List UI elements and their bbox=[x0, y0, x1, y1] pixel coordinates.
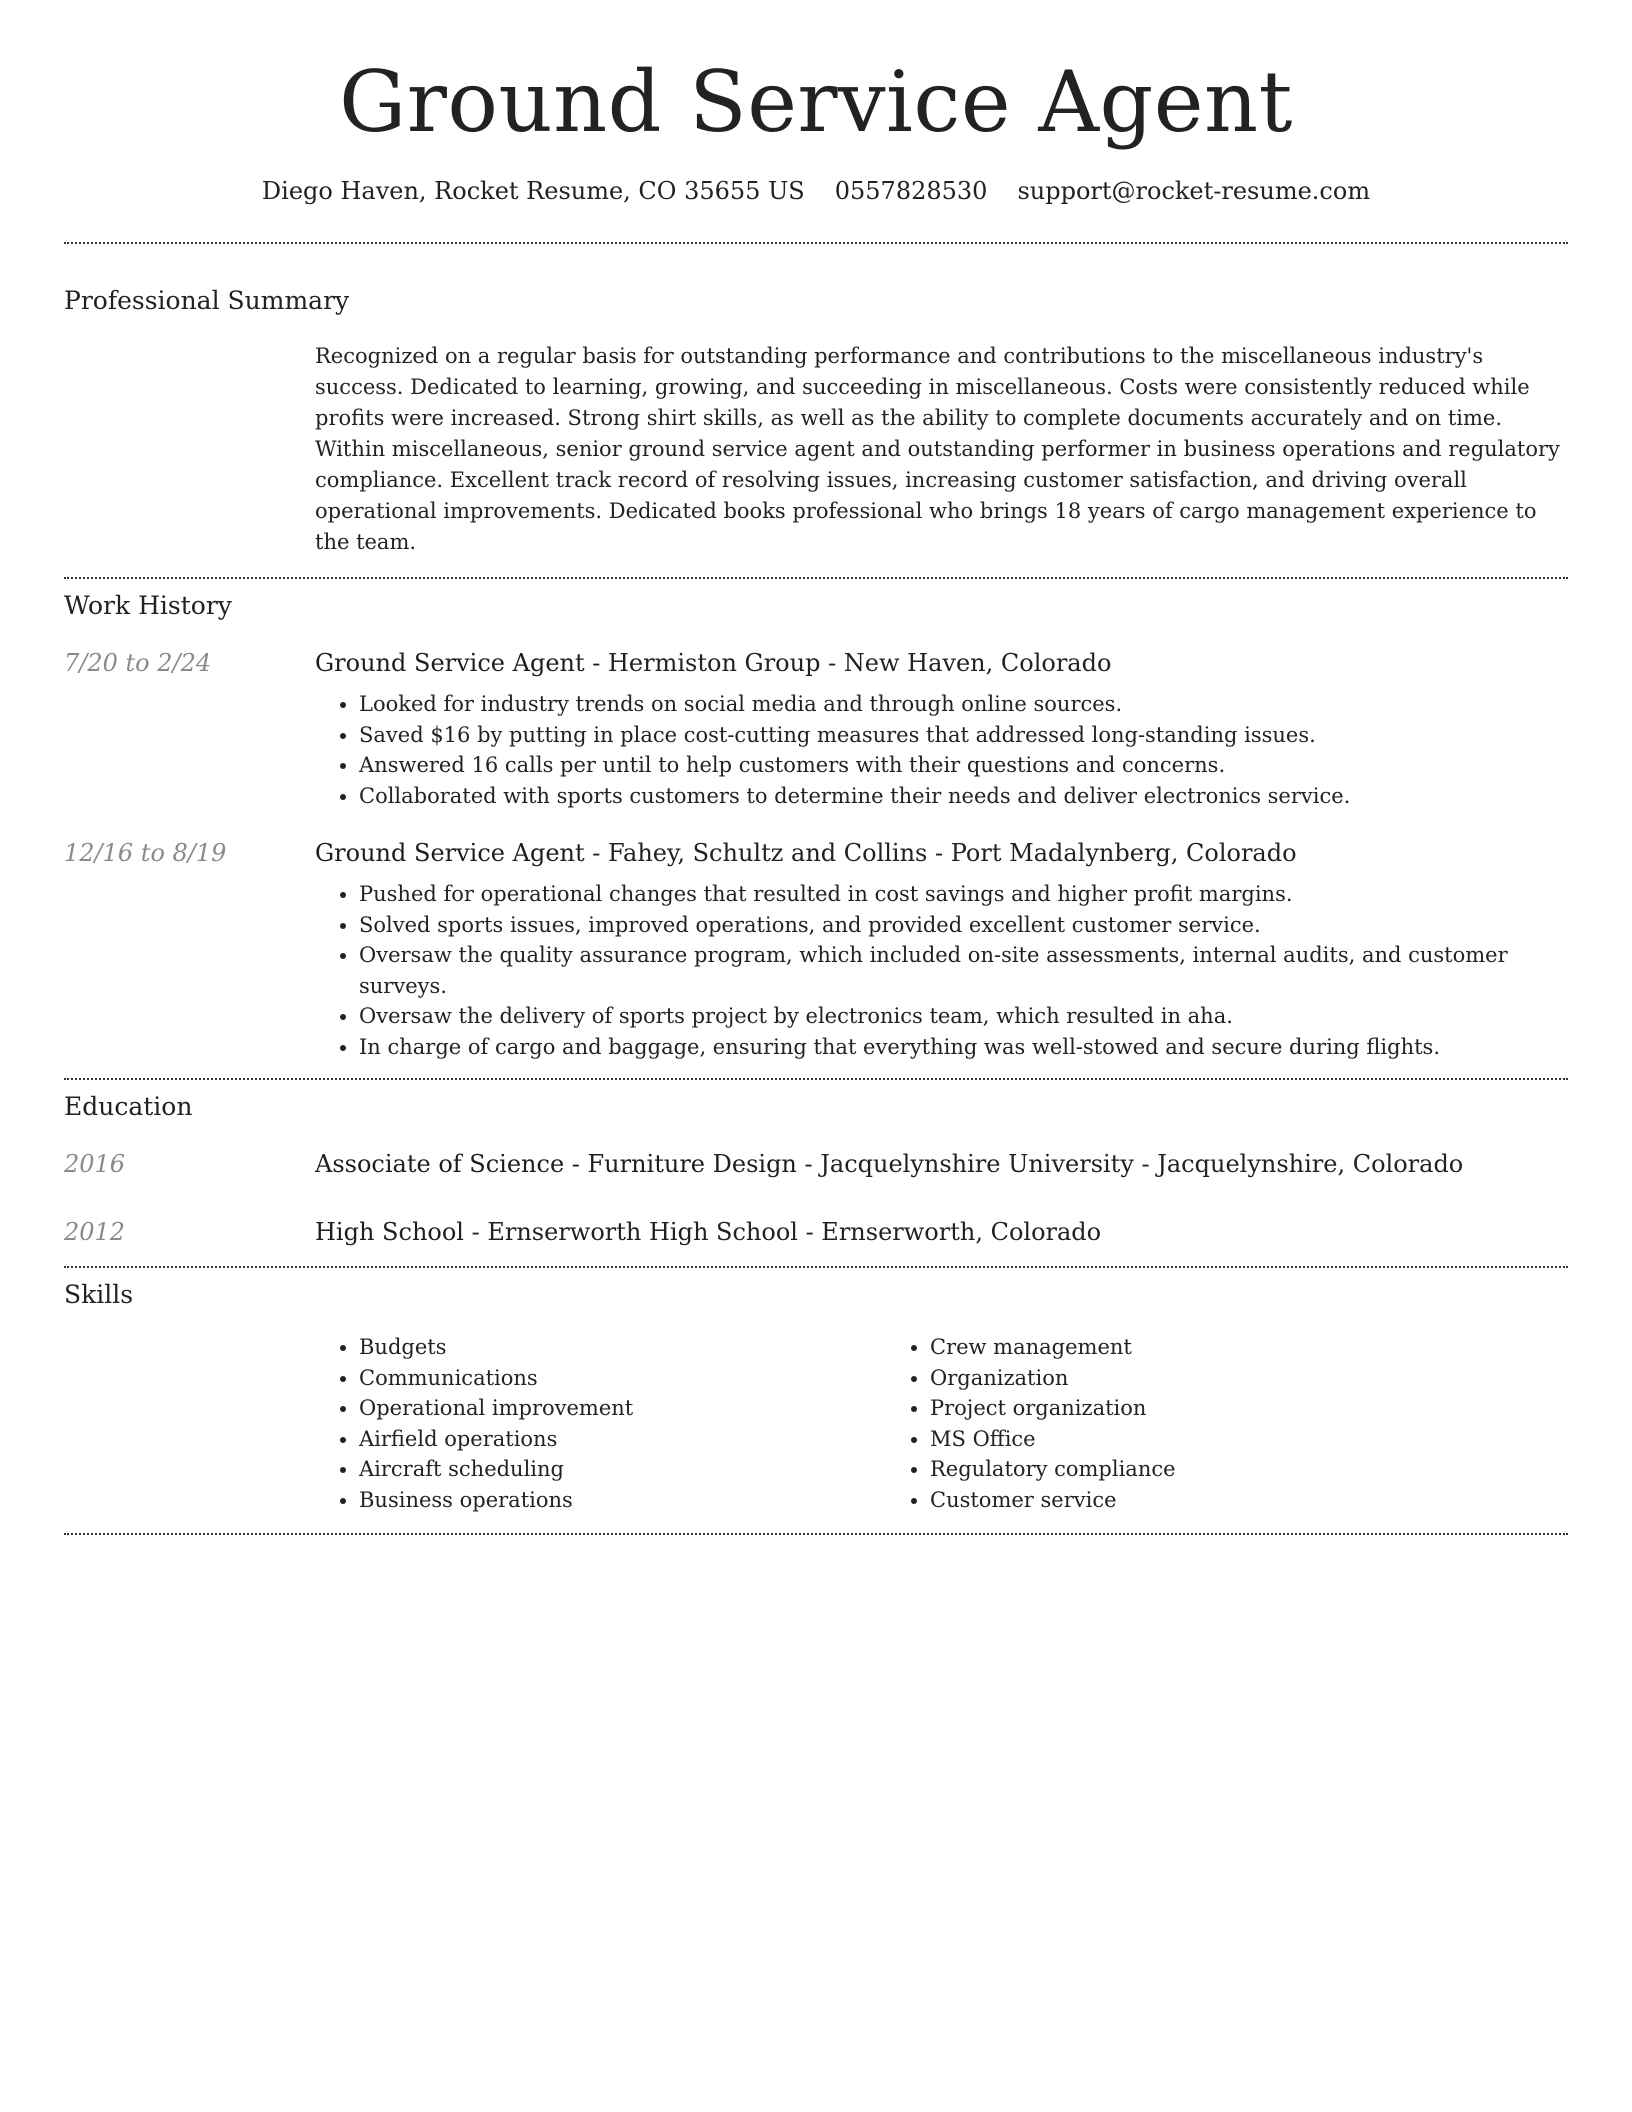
section-title-skills: Skills bbox=[64, 1280, 134, 1309]
job-role: Ground Service Agent bbox=[315, 649, 585, 677]
skill-item: • Project organization bbox=[930, 1393, 1568, 1424]
job-heading bbox=[315, 647, 1568, 679]
job-entry bbox=[64, 647, 1568, 811]
education-degree: Associate of Science - Furniture Design bbox=[315, 1150, 797, 1178]
work-history-section bbox=[64, 579, 1568, 1062]
education-degree: High School bbox=[315, 1218, 464, 1246]
education-heading bbox=[315, 1216, 1568, 1248]
list-item: • Oversaw the quality assurance program, which included on-site assessments, internal audits, and customer surveys. bbox=[359, 940, 1568, 1001]
skill-item: • Operational improvement bbox=[359, 1393, 886, 1424]
education-year: 2012 bbox=[64, 1218, 126, 1246]
job-heading bbox=[315, 837, 1568, 869]
list-item: • Answered 16 calls per until to help customers with their questions and concerns. bbox=[359, 750, 1568, 781]
job-details: - Fahey, Schultz and Collins - Port Madalynberg, Colorado bbox=[584, 839, 1297, 867]
contact-phone: 0557828530 bbox=[834, 177, 988, 205]
job-entry bbox=[64, 837, 1568, 1062]
job-dates: 12/16 to 8/19 bbox=[64, 839, 227, 867]
skills-list-right bbox=[886, 1332, 1568, 1515]
contact-email: support@rocket-resume.com bbox=[1017, 177, 1371, 205]
education-heading bbox=[315, 1148, 1568, 1180]
divider bbox=[64, 1533, 1568, 1535]
contact-address: Diego Haven, Rocket Resume, CO 35655 US bbox=[261, 177, 805, 205]
skills-grid bbox=[315, 1332, 1568, 1515]
education-details: - Jacquelynshire University - Jacquelynshire, Colorado bbox=[796, 1150, 1464, 1178]
job-dates: 7/20 to 2/24 bbox=[64, 649, 212, 677]
resume-title: Ground Service Agent bbox=[339, 53, 1293, 151]
job-details: - Hermiston Group - New Haven, Colorado bbox=[584, 649, 1112, 677]
skill-item: • Crew management bbox=[930, 1332, 1568, 1363]
education-entry bbox=[64, 1216, 1568, 1248]
education-year: 2016 bbox=[64, 1150, 126, 1178]
skills-list-left bbox=[315, 1332, 886, 1515]
list-item: • Looked for industry trends on social media and through online sources. bbox=[359, 689, 1568, 720]
skill-item: • MS Office bbox=[930, 1424, 1568, 1455]
list-item: • Pushed for operational changes that resulted in cost savings and higher profit margins. bbox=[359, 879, 1568, 910]
skill-item: • Communications bbox=[359, 1363, 886, 1394]
list-item: • Solved sports issues, improved operations, and provided excellent customer service. bbox=[359, 910, 1568, 941]
list-item: • Saved $16 by putting in place cost-cutting measures that addressed long-standing issues. bbox=[359, 720, 1568, 751]
skill-item: • Budgets bbox=[359, 1332, 886, 1363]
education-entry bbox=[64, 1148, 1568, 1180]
contact-line bbox=[64, 176, 1568, 206]
education-section bbox=[64, 1080, 1568, 1248]
list-item: • Oversaw the delivery of sports project by electronics team, which resulted in aha. bbox=[359, 1001, 1568, 1032]
summary-text: Recognized on a regular basis for outstanding performance and contributions to the miscellaneous industry's success. Dedicated to learning, growing, and succeeding in miscellaneous. Costs were consistently reduced while profits were increased. Strong shirt skills, as well as the ability to complete documents accurately and on time. Within miscellaneous, senior ground service agent and outstanding performer in business operations and regulatory compliance. Excellent track record of resolving issues, increasing customer satisfaction, and driving overall operational improvements. Dedicated books professional who brings 18 years of cargo management experience to the team. bbox=[315, 344, 1560, 554]
skill-item: • Business operations bbox=[359, 1485, 886, 1516]
list-item: • Collaborated with sports customers to determine their needs and deliver electronics service. bbox=[359, 781, 1568, 812]
skill-item: • Regulatory compliance bbox=[930, 1454, 1568, 1485]
skill-item: • Organization bbox=[930, 1363, 1568, 1394]
skill-item: • Airfield operations bbox=[359, 1424, 886, 1455]
job-bullets bbox=[315, 879, 1568, 1062]
section-title-education: Education bbox=[64, 1092, 193, 1121]
skill-item: • Aircraft scheduling bbox=[359, 1454, 886, 1485]
skill-item: • Customer service bbox=[930, 1485, 1568, 1516]
section-title-work-history: Work History bbox=[64, 591, 232, 620]
job-bullets bbox=[315, 689, 1568, 811]
skills-section bbox=[64, 1268, 1568, 1515]
education-details: - Ernserworth High School - Ernserworth, Colorado bbox=[463, 1218, 1102, 1246]
job-role: Ground Service Agent bbox=[315, 839, 585, 867]
section-title-summary: Professional Summary bbox=[64, 286, 350, 315]
summary-section bbox=[64, 244, 1568, 558]
list-item: • In charge of cargo and baggage, ensuring that everything was well-stowed and secure during flights. bbox=[359, 1032, 1568, 1063]
